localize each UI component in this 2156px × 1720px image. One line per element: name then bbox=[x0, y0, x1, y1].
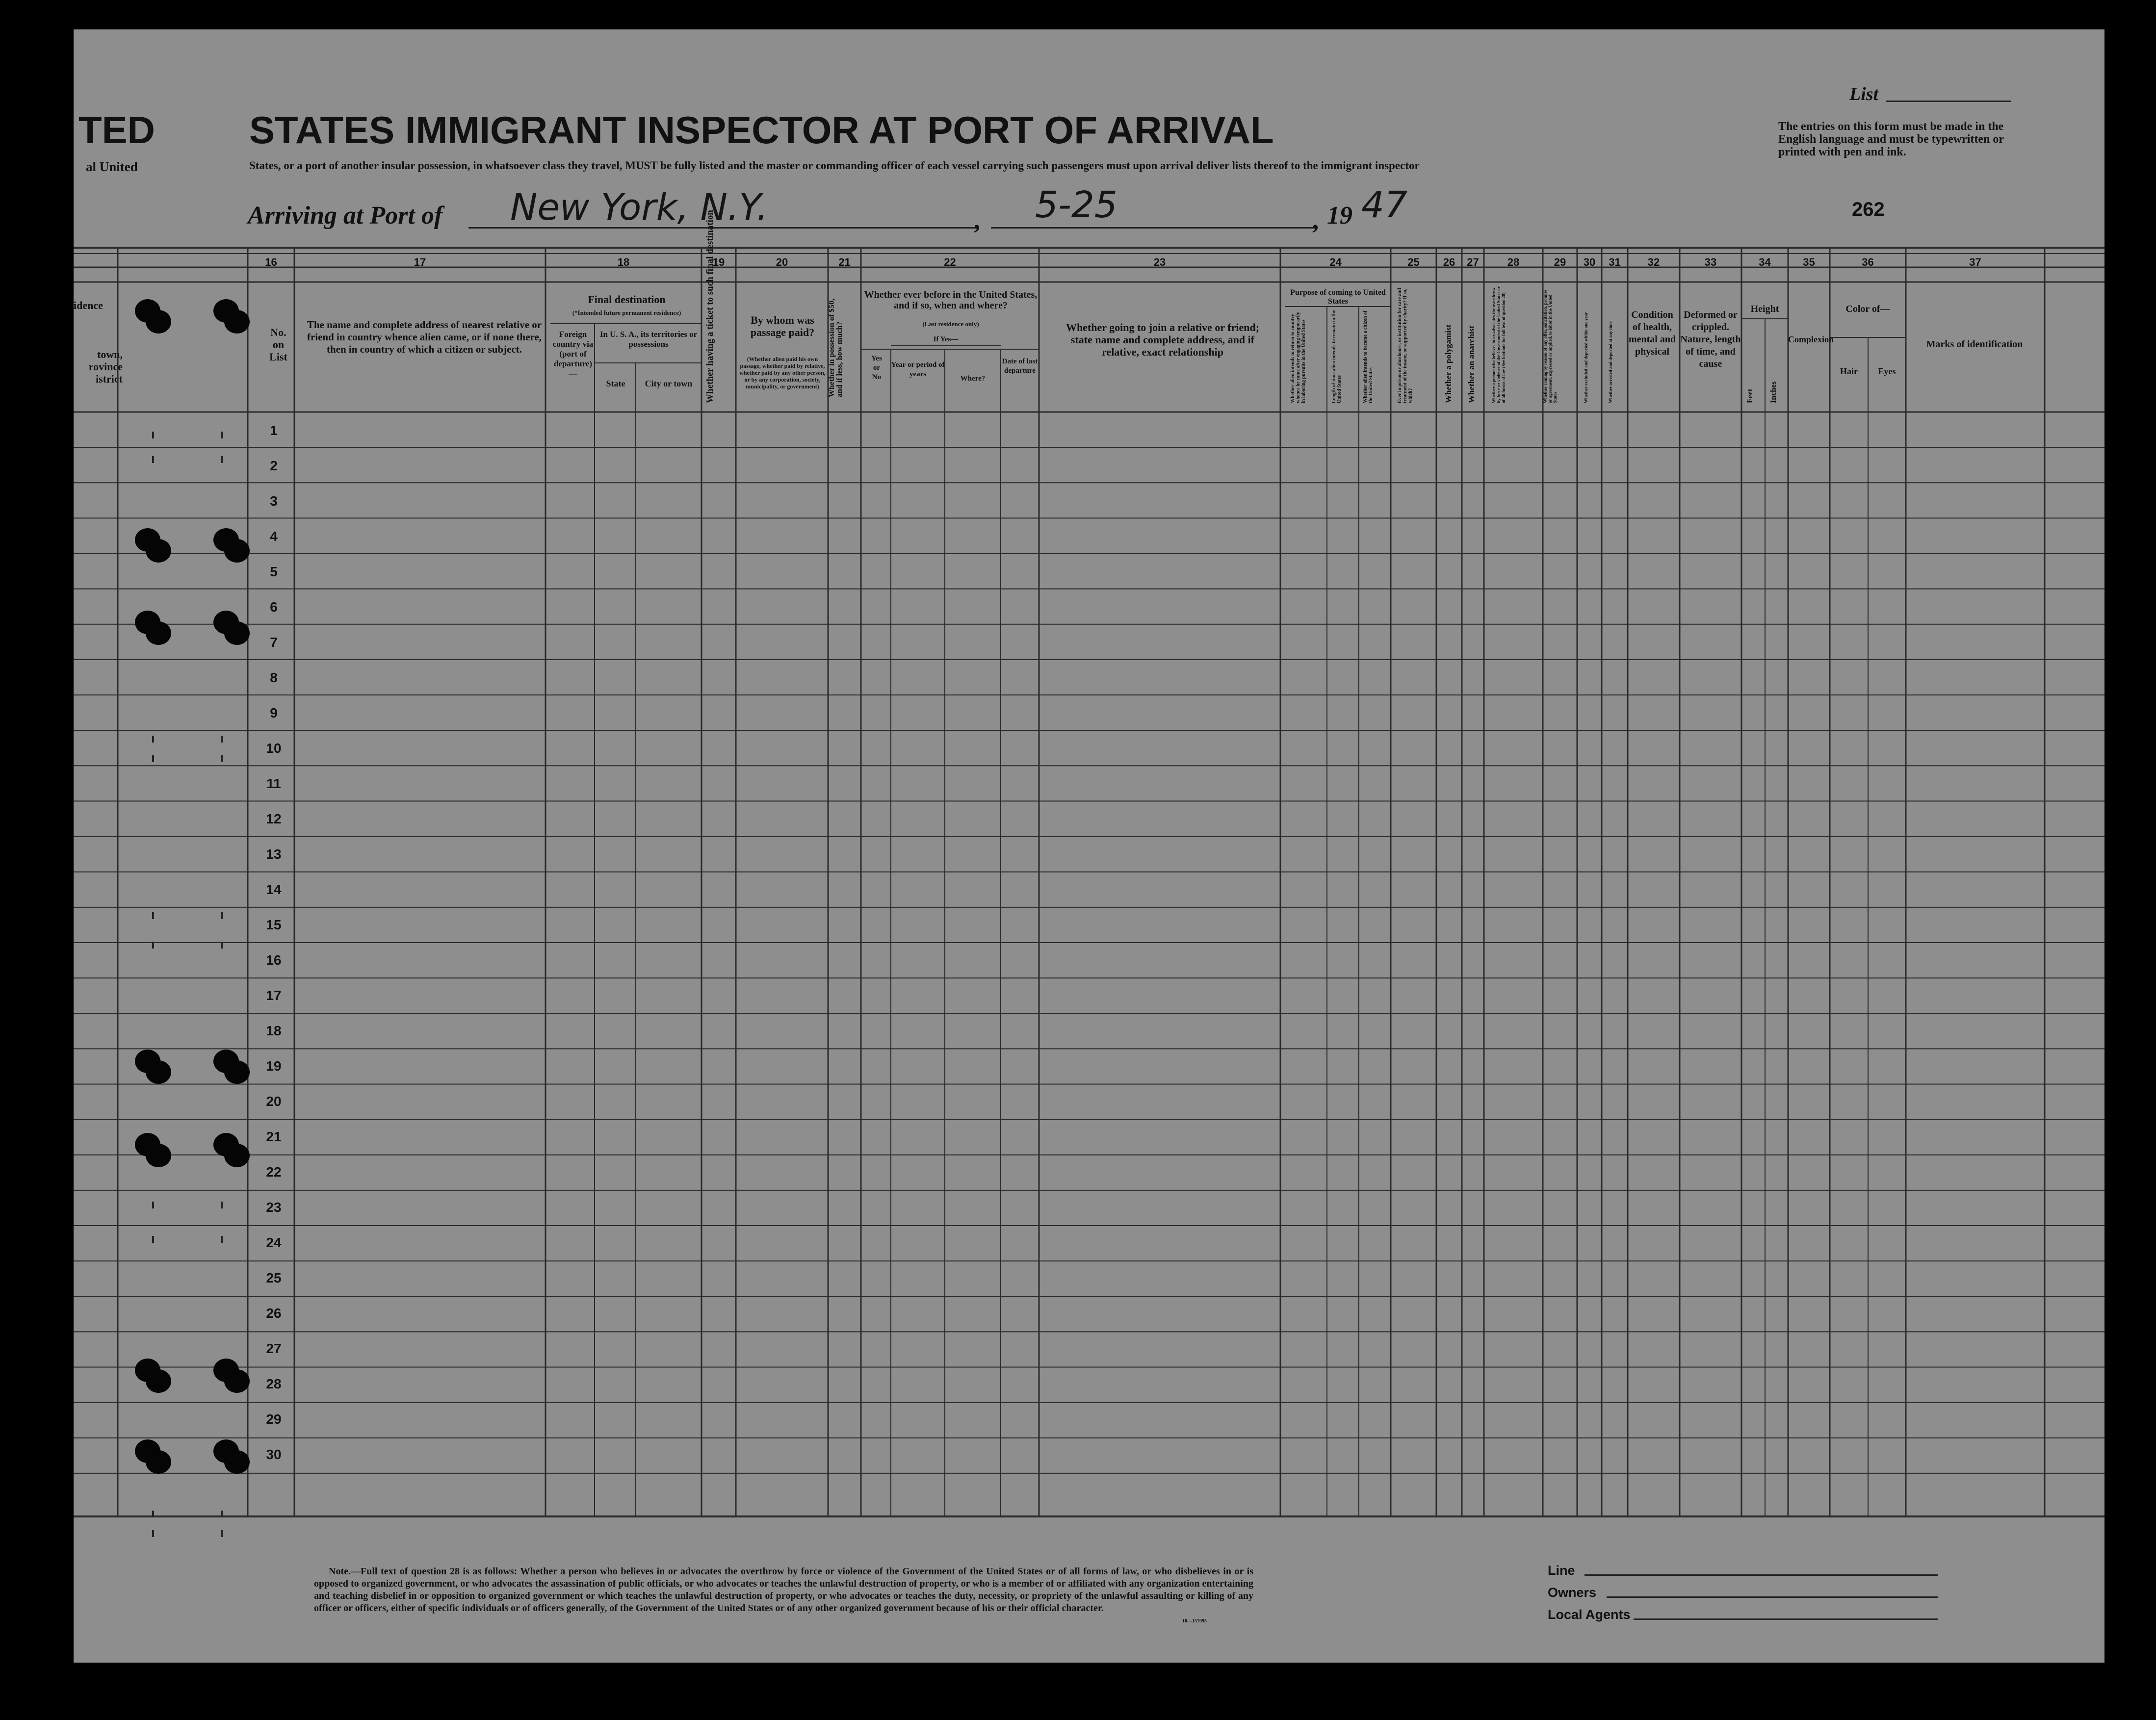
punch-hole bbox=[224, 1144, 250, 1167]
instructions-note: The entries on this form must be made in the English language and must be typewritten or printed with pen and ink. bbox=[1778, 120, 2004, 158]
row-number: 15 bbox=[266, 917, 282, 932]
row-number: 3 bbox=[270, 493, 278, 509]
column-number: 28 bbox=[1507, 256, 1520, 268]
tick-mark bbox=[152, 1511, 154, 1517]
form-title: STATES IMMIGRANT INSPECTOR AT PORT OF ARRIVAL bbox=[249, 108, 1274, 152]
column-number: 35 bbox=[1803, 256, 1815, 268]
punch-hole bbox=[146, 539, 171, 563]
column-number: 27 bbox=[1467, 256, 1479, 268]
row-number: 7 bbox=[270, 635, 278, 650]
tick-mark bbox=[152, 755, 154, 762]
col16-header: No. on List bbox=[269, 326, 287, 363]
tick-mark bbox=[221, 1202, 223, 1208]
col30-header: Whether excluded and deported within one year bbox=[1584, 312, 1588, 403]
column-number: 34 bbox=[1759, 256, 1771, 268]
col18-subheader: (*Intended future permanent residence) bbox=[572, 309, 681, 316]
col22-header: Whether ever before in the United States, and if so, when and where? bbox=[864, 289, 1038, 311]
col22-subheader: (Last residence only) bbox=[922, 320, 979, 328]
col18-state: State bbox=[606, 379, 625, 388]
col34-inches: Inches bbox=[1769, 381, 1778, 403]
punch-hole bbox=[224, 621, 250, 645]
punch-hole bbox=[146, 1060, 171, 1084]
col37-header: Marks of identification bbox=[1926, 339, 2023, 350]
row-number: 11 bbox=[266, 776, 281, 791]
row-number: 5 bbox=[270, 564, 278, 579]
owners-label: Owners bbox=[1548, 1585, 1597, 1600]
punch-hole bbox=[146, 310, 171, 334]
col24-a: Whether alien intends to return to country whence he came after engaging temporarily in laboring pursuits in the United States bbox=[1290, 311, 1306, 403]
col25-header: Ever in prison or almshouse, or institution for care and treatment of the insane, or supported by charity? If so, which? bbox=[1397, 288, 1413, 403]
row-number: 22 bbox=[266, 1164, 282, 1180]
row-number: 21 bbox=[266, 1129, 282, 1144]
col29-header: Whether coming by reason of any offer, solicitation, promise or agreement, expressed or implied, to labor in the United States bbox=[1543, 289, 1558, 403]
col18-city: City or town bbox=[645, 379, 693, 388]
tick-mark bbox=[152, 432, 154, 438]
tick-mark bbox=[221, 432, 223, 438]
port-handwritten: New York, N.Y. bbox=[510, 186, 768, 229]
partial-title-fragment: TED bbox=[78, 108, 155, 152]
row-number: 8 bbox=[270, 670, 278, 685]
col28-header: Whether a person who believes in or advocates the overthrow by force or violence of the Government of the United States or of all forms of law (See footnote for full text of question 28) bbox=[1491, 286, 1506, 403]
col36-header: Color of— bbox=[1845, 304, 1890, 314]
partial-column-header: idence bbox=[74, 299, 103, 311]
column-number: 31 bbox=[1609, 256, 1621, 268]
tick-mark bbox=[152, 912, 154, 919]
col34-header: Height bbox=[1750, 304, 1779, 314]
column-number: 20 bbox=[776, 256, 788, 268]
tick-mark bbox=[221, 1530, 223, 1537]
column-number: 19 bbox=[712, 256, 725, 268]
col34-feet: Feet bbox=[1746, 388, 1754, 403]
col23-header: Whether going to join a relative or friend; state name and complete address, and if relative, exact relationship bbox=[1065, 321, 1260, 358]
footnote-question-28: Note.—Full text of question 28 is as follows: Whether a person who believes in or advocates the overthrow by force or violence of the Government of the United States or of all forms of law, or who disbelieves in or is opposed to organized government, or who advocates the assassination of public officials, or who advocates or teaches the unlawful destruction of property, or who is a member of or affiliated with any organization entertaining and teaching disbelief in or opposition to organized government or which teaches the unlawful destruction of property, or who advocates or teaches the duty, necessity, or propriety of the unlawful assaulting or killing of any officer or officers, either of specific individuals or of officers generally, of the Government of the United States or of any other organized government because of his or their official character. bbox=[314, 1566, 1253, 1614]
punch-hole bbox=[146, 1450, 171, 1474]
tick-mark bbox=[152, 1530, 154, 1537]
col18-header: Final destination bbox=[588, 293, 666, 306]
partial-subtitle-fragment: al United bbox=[86, 159, 138, 174]
col22-year: Year or period of years bbox=[891, 361, 945, 378]
tick-mark bbox=[221, 912, 223, 919]
tick-mark bbox=[152, 736, 154, 743]
year-handwritten: 47 bbox=[1361, 184, 1408, 226]
row-number: 16 bbox=[266, 952, 282, 968]
row-number: 25 bbox=[266, 1270, 282, 1285]
row-number: 24 bbox=[266, 1235, 282, 1250]
row-number: 17 bbox=[266, 988, 282, 1003]
col24-b: Length of time alien intends to remain in the United States bbox=[1331, 310, 1342, 403]
row-number: 18 bbox=[266, 1023, 282, 1038]
row-number: 27 bbox=[266, 1341, 282, 1356]
column-number: 29 bbox=[1554, 256, 1566, 268]
col35-header: Complexion bbox=[1788, 334, 1834, 344]
agents-underline bbox=[1634, 1618, 1938, 1620]
row-number: 14 bbox=[266, 882, 282, 897]
print-code: 10—157095 bbox=[1182, 1618, 1207, 1624]
local-agents-label: Local Agents bbox=[1548, 1607, 1631, 1622]
col20-header: By whom was passage paid? bbox=[750, 314, 815, 338]
row-number: 9 bbox=[270, 705, 278, 720]
col22-date: Date of last departure bbox=[1002, 358, 1038, 375]
row-number: 13 bbox=[266, 847, 282, 862]
punch-hole bbox=[224, 310, 250, 334]
col18-foreign: Foreign country via (port of departure)— bbox=[552, 330, 594, 378]
column-number: 22 bbox=[944, 256, 956, 268]
column-number: 16 bbox=[265, 256, 277, 268]
punch-hole bbox=[146, 621, 171, 645]
column-number: 36 bbox=[1862, 256, 1874, 268]
col18-usa: In U. S. A., its territories or possessions bbox=[599, 330, 698, 349]
row-number: 28 bbox=[266, 1376, 282, 1391]
col22-if-yes: If Yes— bbox=[933, 335, 959, 343]
tick-mark bbox=[221, 755, 223, 762]
column-number: 24 bbox=[1329, 256, 1342, 268]
col22-where: Where? bbox=[960, 375, 986, 383]
col24-c: Whether alien intends to become a citizen of the United States bbox=[1363, 310, 1374, 403]
col26-header: Whether a polygamist bbox=[1444, 324, 1453, 403]
partial-column-text: town, rovince istrict bbox=[88, 348, 123, 385]
col22-yesno: Yes or No bbox=[871, 355, 882, 381]
column-number: 30 bbox=[1583, 256, 1596, 268]
column-number: 37 bbox=[1969, 256, 1981, 268]
col31-header: Whether arrested and deported at any time bbox=[1608, 321, 1613, 403]
col20-subheader: (Whether alien paid his own passage, whether paid by relative, whether paid by any other person, or by any corporation, society, municipality, or government) bbox=[739, 356, 826, 390]
row-number: 1 bbox=[270, 423, 278, 438]
column-number: 21 bbox=[838, 256, 851, 268]
tick-mark bbox=[152, 942, 154, 949]
line-underline bbox=[1585, 1574, 1938, 1576]
arriving-label: Arriving at Port of bbox=[248, 202, 443, 230]
tick-mark bbox=[152, 1236, 154, 1243]
col36-hair: Hair bbox=[1840, 366, 1858, 376]
row-number: 4 bbox=[270, 529, 278, 544]
row-number: 6 bbox=[270, 599, 278, 615]
col32-header: Condition of health, mental and physical bbox=[1628, 309, 1676, 357]
punch-hole bbox=[224, 1369, 250, 1393]
column-number: 18 bbox=[617, 256, 630, 268]
row-number: 10 bbox=[266, 741, 282, 756]
list-label: List bbox=[1849, 84, 1879, 104]
punch-hole bbox=[224, 539, 250, 563]
year-prefix: 19 bbox=[1327, 202, 1352, 230]
punch-hole bbox=[224, 1450, 250, 1474]
date-handwritten: 5-25 bbox=[1035, 184, 1117, 226]
col19-header: Whether having a ticket to such final destination bbox=[705, 210, 715, 403]
col33-header: Deformed or crippled. Nature, length of time, and cause bbox=[1680, 309, 1741, 369]
owners-underline bbox=[1607, 1596, 1938, 1598]
row-number: 19 bbox=[266, 1058, 282, 1074]
form-subtitle: States, or a port of another insular possession, in whatsoever class they travel, MUST be fully listed and the master or commanding officer of each vessel carrying such passengers must upon arrival deliver lists thereof to the immigrant inspector bbox=[249, 159, 1420, 172]
col27-header: Whether an anarchist bbox=[1467, 325, 1476, 403]
row-number: 12 bbox=[266, 811, 282, 826]
tick-mark bbox=[221, 1236, 223, 1243]
row-number: 26 bbox=[266, 1306, 282, 1321]
column-number: 23 bbox=[1153, 256, 1166, 268]
row-number: 30 bbox=[266, 1447, 282, 1462]
col24-header: Purpose of coming to United States bbox=[1290, 288, 1386, 306]
column-number: 33 bbox=[1704, 256, 1717, 268]
col36-eyes: Eyes bbox=[1878, 366, 1896, 376]
column-number: 25 bbox=[1407, 256, 1420, 268]
tick-mark bbox=[221, 736, 223, 743]
punch-hole bbox=[146, 1144, 171, 1167]
column-number: 32 bbox=[1647, 256, 1660, 268]
col17-header: The name and complete address of nearest relative or friend in country whence alien came, or if none there, then in country of which a citizen or subject. bbox=[307, 319, 542, 355]
page-number: 262 bbox=[1852, 199, 1885, 220]
row-number: 20 bbox=[266, 1094, 282, 1109]
col21-header: Whether in possession of $50, and if less, how much? bbox=[828, 298, 844, 397]
row-number: 23 bbox=[266, 1200, 282, 1215]
punch-hole bbox=[224, 1060, 250, 1084]
tick-mark bbox=[152, 1202, 154, 1208]
row-number: 2 bbox=[270, 458, 278, 473]
tick-mark bbox=[152, 456, 154, 463]
comma-separator: , bbox=[974, 206, 980, 234]
tick-mark bbox=[221, 1511, 223, 1517]
tick-mark bbox=[221, 942, 223, 949]
tick-mark bbox=[221, 456, 223, 463]
row-number: 29 bbox=[266, 1412, 282, 1427]
line-label: Line bbox=[1548, 1563, 1575, 1578]
comma-separator-2: , bbox=[1312, 206, 1319, 234]
punch-hole bbox=[146, 1369, 171, 1393]
column-number: 17 bbox=[414, 256, 426, 268]
column-number: 26 bbox=[1443, 256, 1455, 268]
